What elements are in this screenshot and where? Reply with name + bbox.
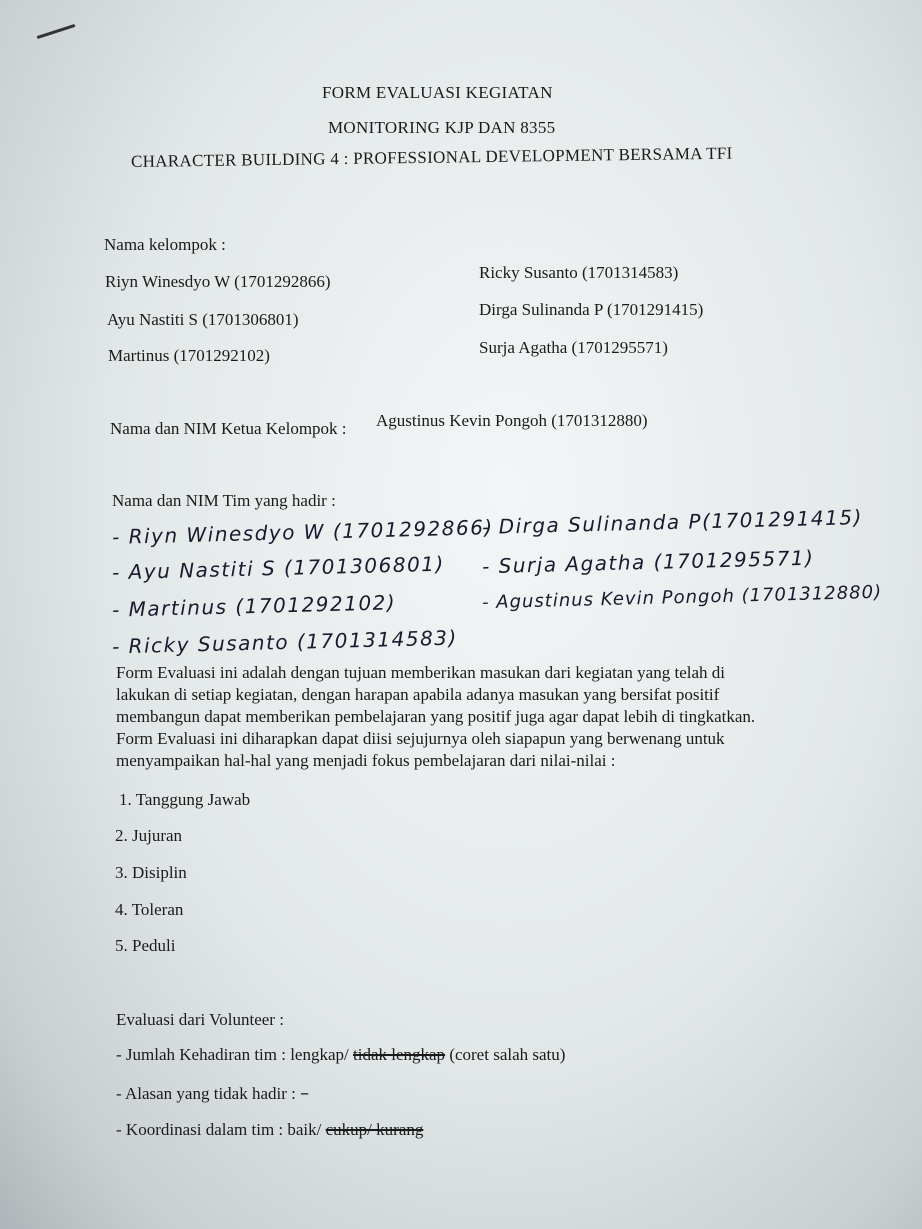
value-item: 4. Toleran [115,900,184,919]
group-member: Riyn Winesdyo W (1701292866) [105,272,331,291]
handwritten-attendee: - Surja Agatha (1701295571) [481,545,815,579]
handwritten-attendee: - Riyn Winesdyo W (1701292866) [111,515,494,549]
leader-label: Nama dan NIM Ketua Kelompok : [110,419,347,438]
group-member: Ricky Susanto (1701314583) [479,263,679,282]
value-item: 3. Disiplin [115,863,187,882]
description-line: lakukan di setiap kegiatan, dengan harapan apabila adanya masukan yang bersifat positif [116,685,720,704]
handwritten-attendee: - Martinus (1701292102) [111,590,397,622]
group-member: Dirga Sulinanda P (1701291415) [479,300,704,319]
form-program-title: CHARACTER BUILDING 4 : PROFESSIONAL DEVELOPMENT BERSAMA TFI [130,143,733,171]
value-item: 2. Jujuran [115,826,183,845]
handwritten-attendee: - Dirga Sulinanda P(1701291415) [481,505,864,539]
group-label: Nama kelompok : [104,235,226,254]
attendance-label: Nama dan NIM Tim yang hadir : [112,491,336,510]
absence-reason-label: - Alasan yang tidak hadir : [116,1084,296,1103]
struck-option: cukup/ kurang [325,1120,424,1139]
group-member: Martinus (1701292102) [108,346,270,365]
description-paragraph [116,662,806,772]
leader-value: Agustinus Kevin Pongoh (1701312880) [376,411,648,430]
form-subtitle: MONITORING KJP DAN 8355 [328,118,556,137]
handwritten-dash: – [300,1083,310,1104]
group-member: Ayu Nastiti S (1701306801) [107,310,299,329]
value-item: 5. Peduli [115,936,176,955]
group-member: Surja Agatha (1701295571) [479,338,668,357]
pen-mark [37,24,76,39]
struck-option: tidak lengkap [353,1045,446,1064]
handwritten-attendee: - Ricky Susanto (1701314583) [111,625,459,659]
description-line: Form Evaluasi ini adalah dengan tujuan memberikan masukan dari kegiatan yang telah di [116,663,725,682]
attendance-count-row [116,1045,565,1065]
value-item: 1. Tanggung Jawab [119,790,251,809]
volunteer-heading: Evaluasi dari Volunteer : [116,1010,284,1029]
absence-reason-row [116,1083,309,1104]
instruction-note: (coret salah satu) [449,1045,566,1064]
coordination-row [116,1120,423,1140]
handwritten-attendee: - Agustinus Kevin Pongoh (1701312880) [481,581,883,614]
form-title: FORM EVALUASI KEGIATAN [322,83,553,102]
description-line: membangun dapat memberikan pembelajaran yang positif juga agar dapat lebih di tingkatkan. [116,707,756,726]
handwritten-attendee: - Ayu Nastiti S (1701306801) [111,551,446,585]
description-line: menyampaikan hal-hal yang menjadi fokus pembelajaran dari nilai-nilai : [116,751,616,770]
description-line: Form Evaluasi ini diharapkan dapat diisi sejujurnya oleh siapapun yang berwenang untuk [116,729,725,748]
coordination-label: - Koordinasi dalam tim : baik/ [116,1120,322,1139]
attendance-count-label: - Jumlah Kehadiran tim : lengkap/ [116,1045,349,1064]
